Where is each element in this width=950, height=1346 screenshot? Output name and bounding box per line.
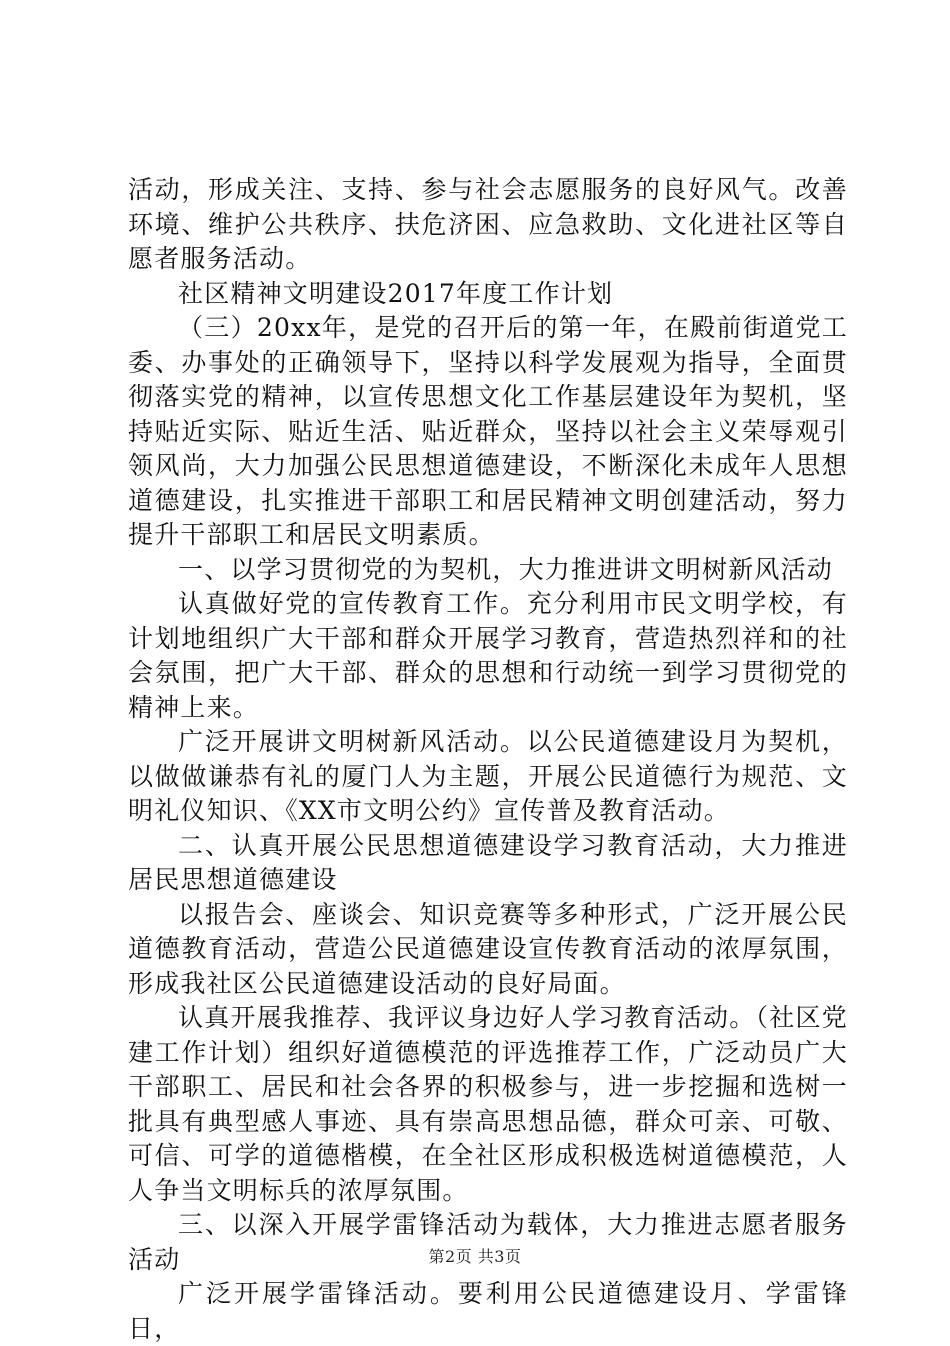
paragraph-6: 广泛开展讲文明树新风活动。以公民道德建设月为契机，以做做谦恭有礼的厦门人为主题，开展公民道德行为规范、文明礼仪知识、《XX市文明公约》宣传普及教育活动。 — [128, 727, 848, 825]
paragraph-8: 以报告会、座谈会、知识竞赛等多种形式，广泛开展公民道德教育活动，营造公民道德建设宣传教育活动的浓厚氛围，形成我社区公民道德建设活动的良好局面。 — [128, 899, 848, 998]
paragraph-9: 认真开展我推荐、我评议身边好人学习教育活动。（社区党建工作计划）组织好道德模范的评选推荐工作，广泛动员广大干部职工、居民和社会各界的积极参与，进一步挖掘和选树一批具有典型感人事迹、具有崇高思想品德，群众可亲、可敬、可信、可学的道德楷模，在全社区形成积极选树道德模范，人人争当文明标兵的浓厚氛围。 — [128, 1003, 848, 1205]
section-heading-2: 二、认真开展公民思想道德建设学习教育活动，大力推进居民思想道德建设 — [128, 830, 848, 894]
section-heading-1: 一、以学习贯彻党的为契机，大力推进讲文明树新风活动 — [178, 554, 834, 584]
document-body — [128, 173, 848, 1346]
paragraph-11: 广泛开展学雷锋活动。要利用公民道德建设月、学雷锋日， — [128, 1279, 848, 1343]
section-heading-3: 三、以深入开展学雷锋活动为载体，大力推进志愿者服务活动 — [128, 1210, 848, 1274]
paragraph-2: 社区精神文明建设2017年度工作计划 — [178, 278, 614, 308]
page-footer: 第2页 共3页 — [428, 1247, 522, 1266]
paragraph-3: （三）20xx年，是党的召开后的第一年，在殿前街道党工委、办事处的正确领导下，坚持以科学发展观为指导，全面贯彻落实党的精神，以宣传思想文化工作基层建设年为契机，坚持贴近实际、贴近生活、贴近群众，坚持以社会主义荣辱观引领风尚，大力加强公民思想道德建设，不断深化未成年人思想道德建设，扎实推进干部职工和居民精神文明创建活动，努力提升干部职工和居民文明素质。 — [128, 313, 848, 549]
paragraph-5: 认真做好党的宣传教育工作。充分利用市民文明学校，有计划地组织广大干部和群众开展学习教育，营造热烈祥和的社会氛围，把广大干部、群众的思想和行动统一到学习贯彻党的精神上来。 — [128, 589, 848, 722]
paragraph-1: 活动，形成关注、支持、参与社会志愿服务的良好风气。改善环境、维护公共秩序、扶危济困、应急救助、文化进社区等自愿者服务活动。 — [128, 175, 848, 273]
